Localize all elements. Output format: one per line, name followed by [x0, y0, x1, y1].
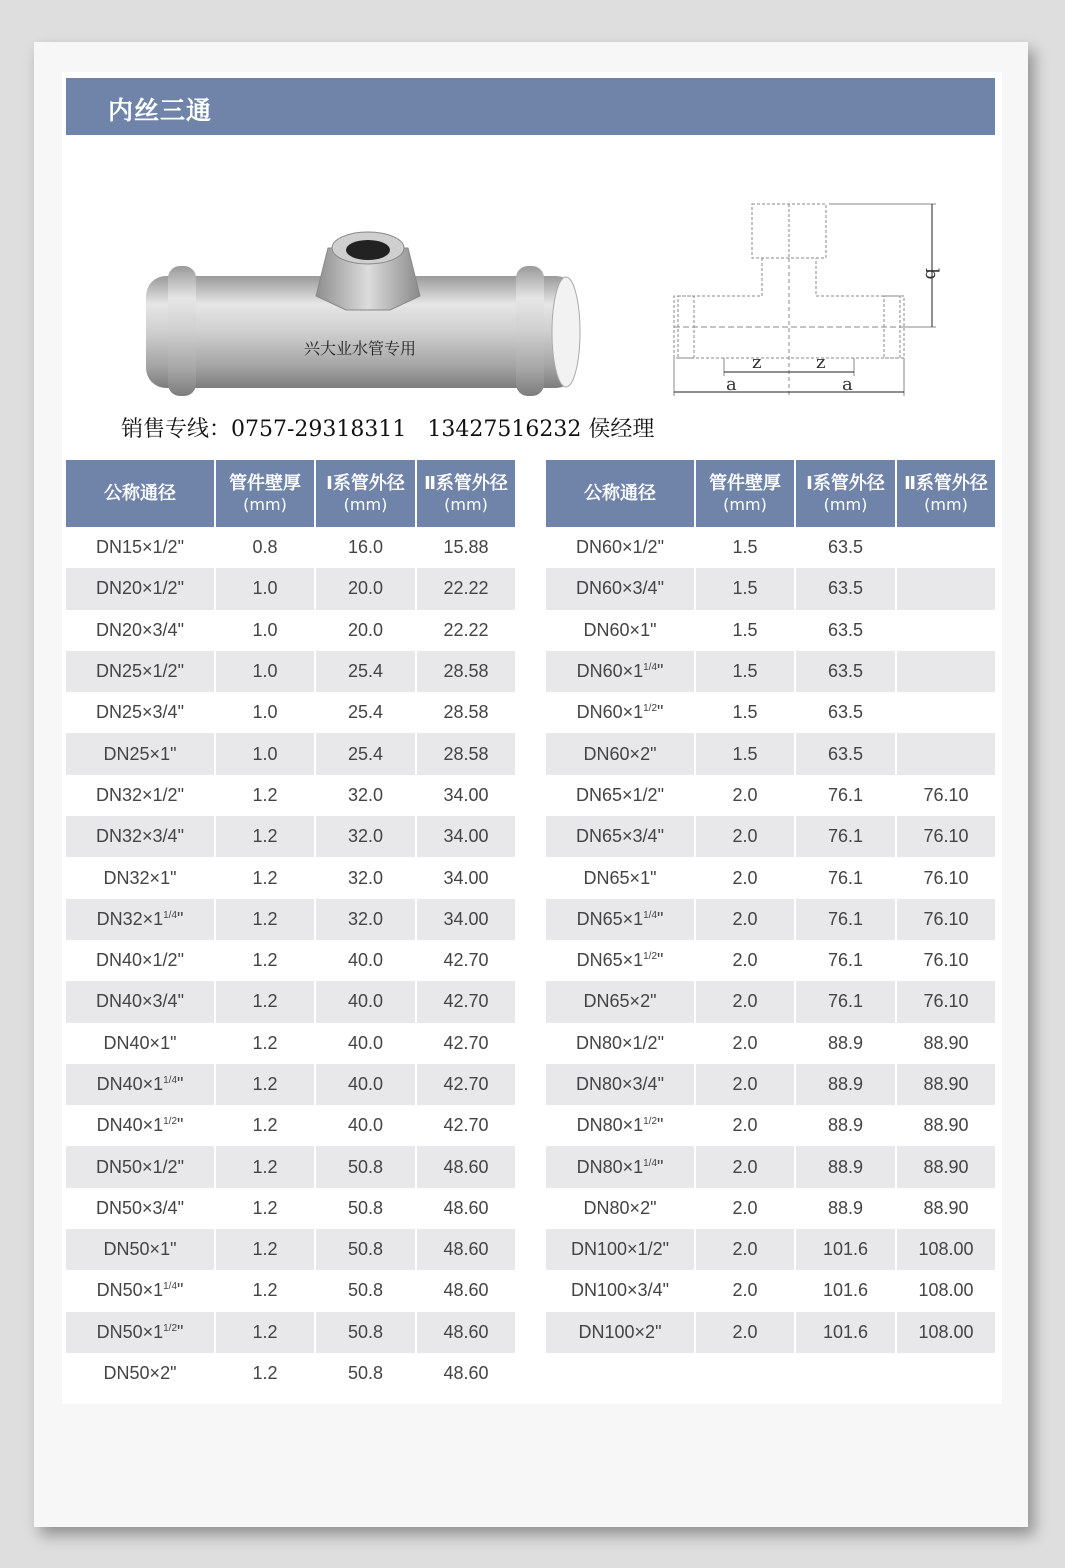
table-cell: 1.2	[216, 816, 314, 857]
table-cell: DN65×1"	[583, 867, 657, 888]
table-cell: DN60×1"	[583, 619, 657, 640]
table-cell: 50.8	[347, 1197, 384, 1218]
fraction-superscript: 1/4	[163, 1281, 178, 1293]
table-row	[546, 1064, 995, 1105]
table-row	[66, 899, 515, 940]
table-row	[66, 1146, 515, 1187]
table-cell: $DN40\times 1^{1/4}$"	[66, 1064, 214, 1105]
dimension-diagram	[664, 196, 950, 406]
column-header-unit: (mm)	[723, 494, 767, 514]
table-row	[546, 1270, 995, 1311]
table-cell: 25.4	[316, 651, 415, 692]
table-cell: 48.60	[443, 1363, 489, 1384]
table-cell: 88.9	[827, 1197, 864, 1218]
table-cell: 48.60	[417, 1312, 515, 1353]
table-cell: DN32×1/2"	[96, 784, 184, 805]
table-cell: 76.1	[827, 784, 864, 805]
table-cell: 20.0	[347, 619, 384, 640]
table-cell	[897, 568, 995, 609]
table-cell: 50.8	[347, 1363, 384, 1384]
fraction-superscript: 1/2	[163, 1116, 178, 1128]
table-cell: 42.70	[443, 1115, 489, 1136]
column-header-label: Ⅱ系管外径	[424, 472, 508, 494]
table-cell: 63.5	[796, 651, 895, 692]
table-cell: DN20×1/2"	[66, 568, 214, 609]
column-header	[696, 460, 794, 527]
table-cell: 1.5	[696, 733, 794, 774]
table-cell: 34.00	[417, 816, 515, 857]
table-cell: $DN60\times 1^{1/2}$"	[576, 702, 664, 723]
table-cell: 63.5	[827, 702, 864, 723]
table-cell: DN50×1"	[66, 1229, 214, 1270]
table-row	[546, 692, 995, 733]
table-cell: DN80×3/4"	[546, 1064, 694, 1105]
fraction-superscript: 1/2	[643, 1116, 658, 1128]
column-header-unit: (mm)	[343, 494, 388, 514]
column-header-label: 管件壁厚	[709, 472, 781, 494]
table-cell: DN50×1/2"	[66, 1146, 214, 1187]
table-cell: 63.5	[827, 619, 864, 640]
column-header-label: 公称通径	[584, 483, 656, 504]
dim-label-a-left: a	[726, 374, 737, 395]
table-cell: 2.0	[732, 1197, 758, 1218]
column-header-label: Ⅰ系管外径	[326, 472, 405, 494]
table-cell: DN40×1/2"	[96, 950, 184, 971]
column-header-label: Ⅰ系管外径	[806, 472, 885, 494]
table-row	[546, 1023, 995, 1064]
fraction-superscript: 1/4	[163, 1075, 178, 1086]
table-cell: $DN65\times 1^{1/2}$"	[576, 950, 664, 971]
table-cell: DN25×1/2"	[66, 651, 214, 692]
table-cell: DN40×1"	[103, 1032, 177, 1053]
table-cell: 1.2	[252, 784, 278, 805]
table-row	[66, 527, 515, 568]
table-cell: DN100×1/2"	[546, 1229, 694, 1270]
column-header	[897, 460, 995, 527]
table-cell: 32.0	[316, 816, 415, 857]
sales-contact: 销售专线：0757-29318311 13427516232 侯经理	[121, 417, 655, 442]
table-cell: 1.2	[216, 1229, 314, 1270]
table-row	[546, 733, 995, 774]
table-cell: 2.0	[696, 981, 794, 1022]
table-cell: 108.00	[918, 1280, 974, 1301]
table-cell	[897, 651, 995, 692]
table-cell: 76.10	[897, 816, 995, 857]
table-row	[66, 1229, 515, 1270]
fraction-superscript: 1/4	[643, 662, 658, 674]
table-cell: 1.2	[252, 1280, 278, 1301]
table-cell: 42.70	[417, 981, 515, 1022]
table-row	[546, 651, 995, 692]
table-row	[546, 940, 995, 981]
table-row	[546, 899, 995, 940]
dim-label-a-right: a	[842, 374, 853, 395]
table-row	[546, 1105, 995, 1146]
table-row	[546, 1229, 995, 1270]
table-row	[66, 1105, 515, 1146]
table-cell: 50.8	[316, 1229, 415, 1270]
table-row	[546, 775, 995, 816]
table-cell: 2.0	[696, 1064, 794, 1105]
table-cell: DN65×1/2"	[576, 784, 664, 805]
table-cell: DN80×1/2"	[576, 1032, 664, 1053]
spec-table-right	[544, 460, 997, 1353]
table-cell: DN80×2"	[583, 1197, 657, 1218]
table-cell: 40.0	[347, 1032, 384, 1053]
fraction-superscript: 1/4	[643, 1157, 658, 1169]
table-cell: 2.0	[696, 899, 794, 940]
table-cell: 50.8	[316, 1312, 415, 1353]
table-row	[546, 857, 995, 898]
table-cell: DN32×1"	[103, 867, 177, 888]
column-header	[417, 460, 515, 527]
table-cell: 88.9	[796, 1064, 895, 1105]
table-cell: 63.5	[796, 733, 895, 774]
table-cell: DN60×2"	[546, 733, 694, 774]
table-cell: 2.0	[732, 1115, 758, 1136]
table-cell: 76.10	[923, 784, 969, 805]
table-cell: DN100×2"	[546, 1312, 694, 1353]
fraction-superscript: 1/2	[163, 1322, 178, 1334]
table-cell: 76.1	[796, 981, 895, 1022]
table-cell: 0.8	[252, 537, 278, 558]
table-cell: 2.0	[732, 867, 758, 888]
table-cell: 88.90	[923, 1032, 969, 1053]
table-cell: 2.0	[696, 816, 794, 857]
tee-fitting-photo	[138, 218, 586, 398]
table-cell: 48.60	[443, 1197, 489, 1218]
table-cell: 2.0	[696, 1146, 794, 1187]
column-header	[546, 460, 694, 527]
column-header	[796, 460, 895, 527]
table-cell: 34.00	[443, 867, 489, 888]
table-cell: 34.00	[443, 784, 489, 805]
table-cell: $DN65\times 1^{1/4}$"	[546, 899, 694, 940]
table-row	[546, 568, 995, 609]
table-cell: 28.58	[443, 702, 489, 723]
table-row	[66, 1312, 515, 1353]
product-watermark: 兴大业水管专用	[304, 339, 417, 358]
table-cell: 2.0	[732, 950, 758, 971]
table-cell: 48.60	[417, 1229, 515, 1270]
table-cell: 28.58	[417, 733, 515, 774]
table-cell: 1.0	[216, 568, 314, 609]
table-cell: 88.9	[827, 1115, 864, 1136]
table-row	[66, 1270, 515, 1311]
table-row	[66, 940, 515, 981]
fraction-superscript: 1/2	[643, 703, 658, 715]
table-cell: 1.2	[216, 899, 314, 940]
title-bar	[66, 78, 995, 135]
table-cell: 1.0	[252, 702, 278, 723]
table-cell: 76.1	[827, 867, 864, 888]
column-header-label: 管件壁厚	[229, 472, 301, 494]
column-header	[216, 460, 314, 527]
table-cell: 1.5	[696, 651, 794, 692]
table-cell: DN15×1/2"	[96, 537, 184, 558]
table-row	[546, 1312, 995, 1353]
dim-label-b: b	[921, 268, 942, 280]
table-cell: 1.2	[216, 981, 314, 1022]
table-cell: 1.2	[216, 1064, 314, 1105]
table-cell: 76.1	[827, 950, 864, 971]
table-cell: 28.58	[417, 651, 515, 692]
table-row	[546, 816, 995, 857]
table-row	[546, 527, 995, 568]
table-cell: DN20×3/4"	[96, 619, 184, 640]
table-cell: 50.8	[347, 1280, 384, 1301]
table-cell: 40.0	[316, 981, 415, 1022]
table-cell: 76.10	[923, 867, 969, 888]
table-cell: 1.5	[732, 537, 758, 558]
table-cell: DN32×3/4"	[66, 816, 214, 857]
table-cell: 32.0	[316, 899, 415, 940]
table-cell: 32.0	[347, 867, 384, 888]
fraction-superscript: 1/4	[163, 909, 178, 921]
table-cell: 76.1	[796, 816, 895, 857]
table-row	[66, 733, 515, 774]
table-cell: 63.5	[796, 568, 895, 609]
table-cell: 42.70	[443, 950, 489, 971]
table-cell	[897, 692, 995, 733]
table-cell: 1.5	[732, 619, 758, 640]
table-cell: 48.60	[443, 1280, 489, 1301]
table-cell: 76.1	[796, 899, 895, 940]
table-cell: 2.0	[696, 1229, 794, 1270]
table-cell: 1.2	[252, 1363, 278, 1384]
table-cell: DN60×3/4"	[546, 568, 694, 609]
table-cell: 1.2	[216, 1312, 314, 1353]
table-cell: 88.90	[923, 1115, 969, 1136]
table-cell: 25.4	[347, 702, 384, 723]
table-cell: 48.60	[417, 1146, 515, 1187]
table-row	[546, 981, 995, 1022]
table-cell: $DN40\times 1^{1/2}$"	[96, 1115, 184, 1136]
table-cell: DN65×2"	[546, 981, 694, 1022]
table-cell: DN40×3/4"	[66, 981, 214, 1022]
table-cell	[897, 527, 995, 568]
table-cell: 1.2	[252, 950, 278, 971]
table-cell: 108.00	[897, 1229, 995, 1270]
table-cell: DN25×3/4"	[96, 702, 184, 723]
fraction-superscript: 1/4	[643, 909, 658, 921]
table-cell: 1.2	[252, 1115, 278, 1136]
table-row	[66, 610, 515, 651]
table-cell: DN60×1/2"	[576, 537, 664, 558]
table-header-row	[66, 460, 515, 527]
table-cell: 22.22	[443, 619, 489, 640]
fraction-superscript: 1/2	[643, 951, 658, 963]
table-cell: 76.10	[897, 981, 995, 1022]
column-header	[316, 460, 415, 527]
table-row	[66, 775, 515, 816]
table-row	[66, 568, 515, 609]
column-header-unit: (mm)	[444, 494, 488, 514]
table-cell: DN100×3/4"	[571, 1280, 669, 1301]
table-cell	[897, 733, 995, 774]
table-cell: DN50×2"	[103, 1363, 177, 1384]
table-row	[66, 1188, 515, 1229]
table-cell: 50.8	[316, 1146, 415, 1187]
table-cell: 101.6	[796, 1312, 895, 1353]
table-cell: 1.2	[216, 1146, 314, 1187]
column-header-unit: (mm)	[243, 494, 287, 514]
table-cell: $DN32\times 1^{1/4}$"	[66, 899, 214, 940]
table-cell: 1.5	[732, 702, 758, 723]
table-row	[66, 651, 515, 692]
table-cell: 20.0	[316, 568, 415, 609]
table-row	[66, 692, 515, 733]
column-header	[66, 460, 214, 527]
table-cell: $DN80\times 1^{1/2}$"	[576, 1115, 664, 1136]
column-header-label: 公称通径	[104, 483, 176, 504]
table-cell: 88.90	[923, 1197, 969, 1218]
table-cell: 88.90	[897, 1146, 995, 1187]
table-cell: $DN80\times 1^{1/4}$"	[546, 1146, 694, 1187]
table-row	[546, 610, 995, 651]
table-cell: 32.0	[347, 784, 384, 805]
table-cell: DN65×3/4"	[546, 816, 694, 857]
table-cell: 2.0	[732, 1280, 758, 1301]
table-cell: 40.0	[316, 1064, 415, 1105]
table-cell: 63.5	[827, 537, 864, 558]
table-cell: 76.10	[897, 899, 995, 940]
table-cell: 108.00	[897, 1312, 995, 1353]
table-cell: 16.0	[347, 537, 384, 558]
table-cell: 42.70	[443, 1032, 489, 1053]
table-cell: 101.6	[796, 1229, 895, 1270]
table-cell: 88.90	[897, 1064, 995, 1105]
table-cell: 1.0	[216, 733, 314, 774]
table-cell: $DN50\times 1^{1/4}$"	[96, 1280, 184, 1301]
table-cell: 76.10	[923, 950, 969, 971]
table-cell: 88.9	[827, 1032, 864, 1053]
table-cell: 42.70	[417, 1064, 515, 1105]
table-cell: 25.4	[316, 733, 415, 774]
table-cell: 2.0	[732, 784, 758, 805]
table-cell: 2.0	[696, 1312, 794, 1353]
table-cell: DN25×1"	[66, 733, 214, 774]
table-row	[546, 1146, 995, 1187]
table-cell: $DN50\times 1^{1/2}$"	[66, 1312, 214, 1353]
table-cell: 1.2	[252, 867, 278, 888]
column-header-unit: (mm)	[823, 494, 868, 514]
table-cell: 1.5	[696, 568, 794, 609]
table-row	[66, 981, 515, 1022]
column-header-unit: (mm)	[924, 494, 968, 514]
dim-label-z-left: z	[752, 352, 762, 373]
table-cell: 40.0	[347, 1115, 384, 1136]
table-cell: 88.9	[796, 1146, 895, 1187]
table-row	[66, 1064, 515, 1105]
table-row	[66, 1023, 515, 1064]
table-cell: DN50×3/4"	[96, 1197, 184, 1218]
table-cell	[897, 610, 995, 651]
table-row	[546, 1188, 995, 1229]
table-cell: 101.6	[822, 1280, 869, 1301]
spec-table-left	[64, 460, 517, 1394]
table-cell: 2.0	[732, 1032, 758, 1053]
table-cell: 1.0	[252, 619, 278, 640]
table-cell: $DN60\times 1^{1/4}$"	[546, 651, 694, 692]
dim-label-z-right: z	[816, 352, 826, 373]
column-header-label: Ⅱ系管外径	[904, 472, 988, 494]
page-title: 内丝三通	[108, 96, 213, 125]
table-row	[66, 857, 515, 898]
table-cell: 1.2	[252, 1197, 278, 1218]
table-cell: 22.22	[417, 568, 515, 609]
table-header-row	[546, 460, 995, 527]
table-cell: 1.2	[252, 1032, 278, 1053]
table-cell: 40.0	[347, 950, 384, 971]
table-cell: 1.0	[216, 651, 314, 692]
table-row	[66, 1353, 515, 1394]
table-cell: 34.00	[417, 899, 515, 940]
table-row	[66, 816, 515, 857]
table-cell: 15.88	[443, 537, 489, 558]
